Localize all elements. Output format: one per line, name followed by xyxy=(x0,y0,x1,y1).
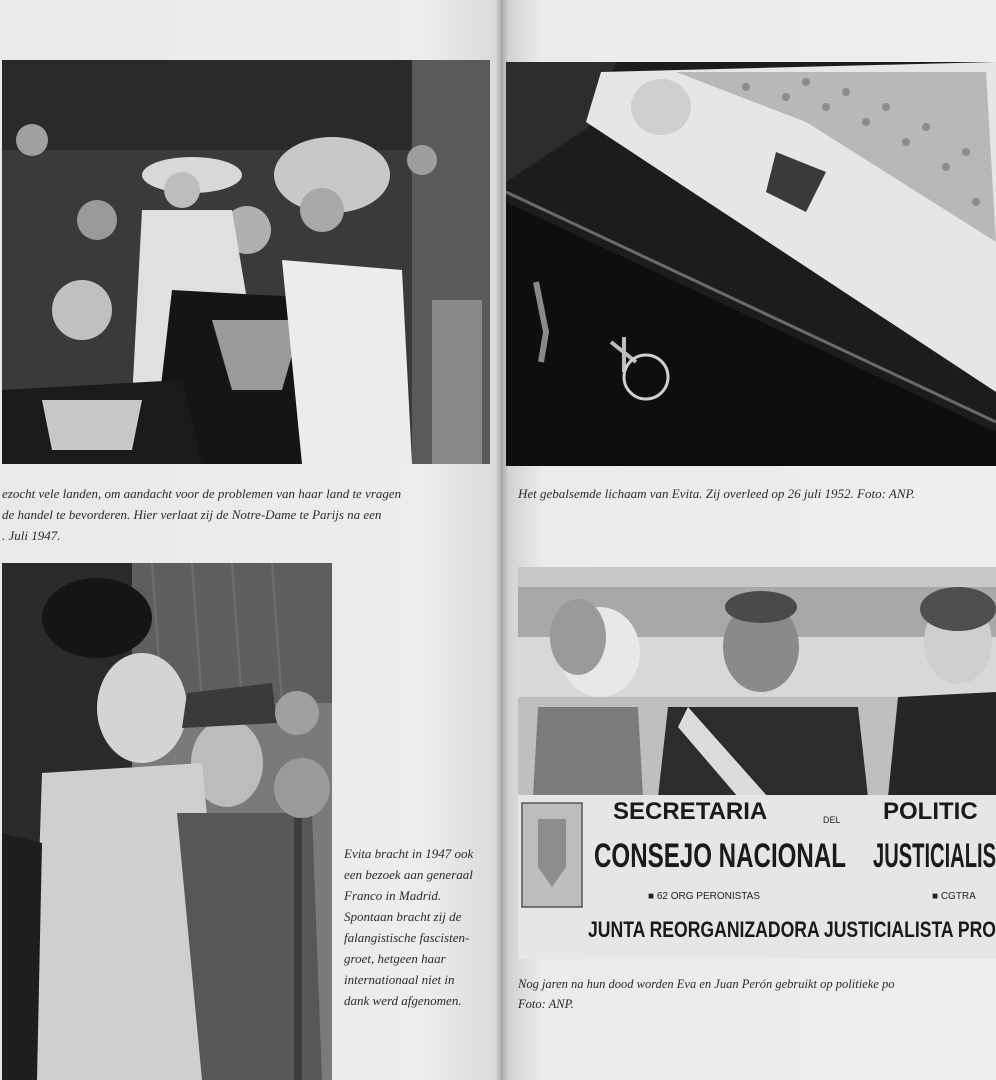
poster-del: DEL xyxy=(823,815,841,825)
caption-line: . Juli 1947. xyxy=(2,528,61,543)
crowd-photo-icon xyxy=(2,60,490,464)
caption-line: Foto: ANP. xyxy=(518,997,574,1011)
caption-line: falangistische fascisten- xyxy=(344,930,470,945)
poster-caption xyxy=(518,974,996,1014)
poster-small-left: ■ 62 ORG PERONISTAS xyxy=(648,891,760,902)
franco-caption xyxy=(344,843,489,1011)
poster-line3: JUNTA REORGANIZADORA JUSTICIALISTA PRO xyxy=(588,917,996,942)
coffin-photo xyxy=(506,62,996,466)
caption-line: de handel te bevorderen. Hier verlaat zij de Notre-Dame te Parijs na een xyxy=(2,507,382,522)
notre-dame-caption xyxy=(2,483,498,546)
poster-line1-left: SECRETARIA xyxy=(613,798,768,825)
caption-line: internationaal niet in xyxy=(344,972,455,987)
caption-line: Evita bracht in 1947 ook xyxy=(344,846,474,861)
caption-line: groet, hetgeen haar xyxy=(344,951,446,966)
poster-photo xyxy=(518,567,996,959)
poster-line2-left: CONSEJO NACIONAL xyxy=(594,837,846,875)
caption-line: Nog jaren na hun dood worden Eva en Juan Perón gebruikt op politieke po xyxy=(518,977,895,991)
caption-line: een bezoek aan generaal xyxy=(344,867,473,882)
coffin-photo-icon xyxy=(506,62,996,466)
franco-photo xyxy=(2,563,332,1080)
political-poster-photo-icon xyxy=(518,567,996,959)
caption-line: Spontaan bracht zij de xyxy=(344,909,462,924)
notre-dame-photo xyxy=(2,60,490,464)
poster-line2-right: JUSTICIALIS xyxy=(873,837,996,875)
coffin-caption: Het gebalsemde lichaam van Evita. Zij overleed op 26 juli 1952. Foto: ANP. xyxy=(518,486,916,501)
caption-line: dank werd afgenomen. xyxy=(344,993,462,1008)
poster-small-right: ■ CGTRA xyxy=(932,891,976,902)
caption-line: Franco in Madrid. xyxy=(344,888,442,903)
caption-line: ezocht vele landen, om aandacht voor de problemen van haar land te vragen xyxy=(2,486,402,501)
poster-line1-right: POLITIC xyxy=(883,798,978,825)
evita-franco-photo-icon xyxy=(2,563,332,1080)
